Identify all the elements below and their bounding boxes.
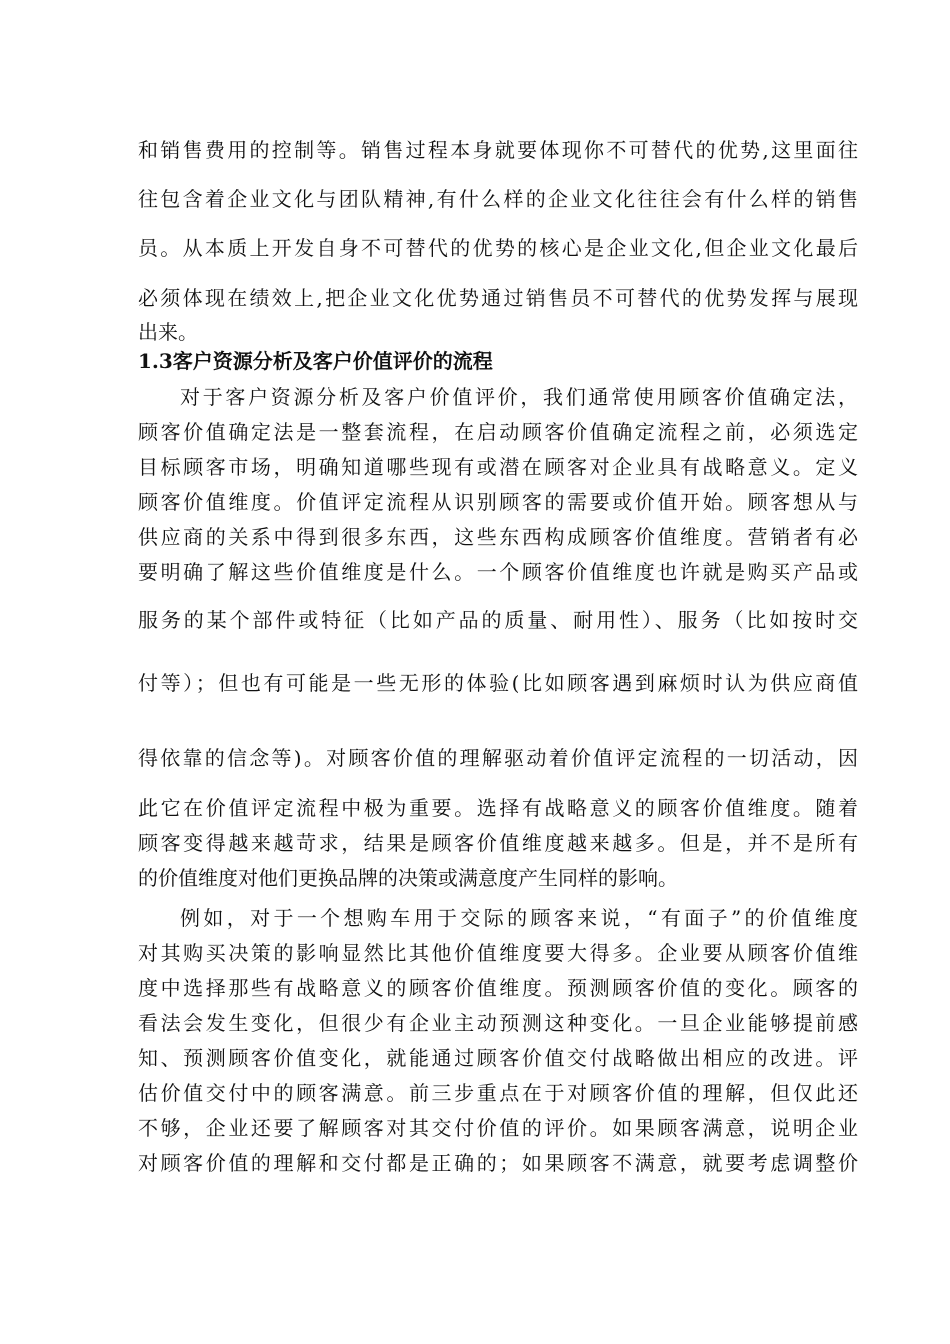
body-text-line: 目标顾客市场，明确知道哪些现有或潜在顾客对企业具有战略意义。定义 [138, 455, 858, 479]
body-text-line: 顾客价值确定法是一整套流程，在启动顾客价值确定流程之前，必须选定 [138, 420, 858, 444]
body-text-line: 估价值交付中的顾客满意。前三步重点在于对顾客价值的理解，但仅此还 [138, 1081, 858, 1105]
body-text-line: 对于客户资源分析及客户价值评价，我们通常使用顾客价值确定法， [180, 385, 858, 409]
body-text-line: 供应商的关系中得到很多东西，这些东西构成顾客价值维度。营销者有必 [138, 525, 858, 549]
body-text-line: 服务的某个部件或特征（比如产品的质量、耐用性）、服务（比如按时交 [138, 608, 858, 632]
body-text-line: 不够，企业还要了解顾客对其交付价值的评价。如果顾客满意，说明企业 [138, 1116, 858, 1140]
body-text-line: 员。从本质上开发自身不可替代的优势的核心是企业文化,但企业文化最后 [138, 236, 858, 260]
body-text-line: 往包含着企业文化与团队精神,有什么样的企业文化往往会有什么样的销售 [138, 187, 858, 211]
body-text-line: 例如，对于一个想购车用于交际的顾客来说，“有面子”的价值维度 [180, 906, 858, 930]
body-text-line: 看法会发生变化，但很少有企业主动预测这种变化。一旦企业能够提前感 [138, 1011, 858, 1035]
body-text-line: 得依靠的信念等)。对顾客价值的理解驱动着价值评定流程的一切活动，因 [138, 746, 858, 770]
body-text-line: 此它在价值评定流程中极为重要。选择有战略意义的顾客价值维度。随着 [138, 796, 858, 820]
body-text-line: 的价值维度对他们更换品牌的决策或满意度产生同样的影响。 [138, 866, 678, 890]
body-text-line: 顾客价值维度。价值评定流程从识别顾客的需要或价值开始。顾客想从与 [138, 490, 858, 514]
body-text-line: 知、预测顾客价值变化，就能通过顾客价值交付战略做出相应的改进。评 [138, 1046, 858, 1070]
body-text-line: 对顾客价值的理解和交付都是正确的；如果顾客不满意，就要考虑调整价 [138, 1151, 858, 1175]
section-heading: 1.3客户资源分析及客户价值评价的流程 [138, 349, 493, 373]
body-text-line: 必须体现在绩效上,把企业文化优势通过销售员不可替代的优势发挥与展现 [138, 286, 858, 310]
body-text-line: 出来。 [138, 320, 198, 344]
body-text-line: 和销售费用的控制等。销售过程本身就要体现你不可替代的优势,这里面往 [138, 138, 858, 162]
body-text-line: 度中选择那些有战略意义的顾客价值维度。预测顾客价值的变化。顾客的 [138, 976, 858, 1000]
body-text-line: 付等）；但也有可能是一些无形的体验(比如顾客遇到麻烦时认为供应商值 [138, 671, 858, 695]
body-text-line: 顾客变得越来越苛求，结果是顾客价值维度越来越多。但是，并不是所有 [138, 831, 858, 855]
body-text-line: 对其购买决策的影响显然比其他价值维度要大得多。企业要从顾客价值维 [138, 941, 858, 965]
body-text-line: 要明确了解这些价值维度是什么。一个顾客价值维度也许就是购买产品或 [138, 560, 858, 584]
